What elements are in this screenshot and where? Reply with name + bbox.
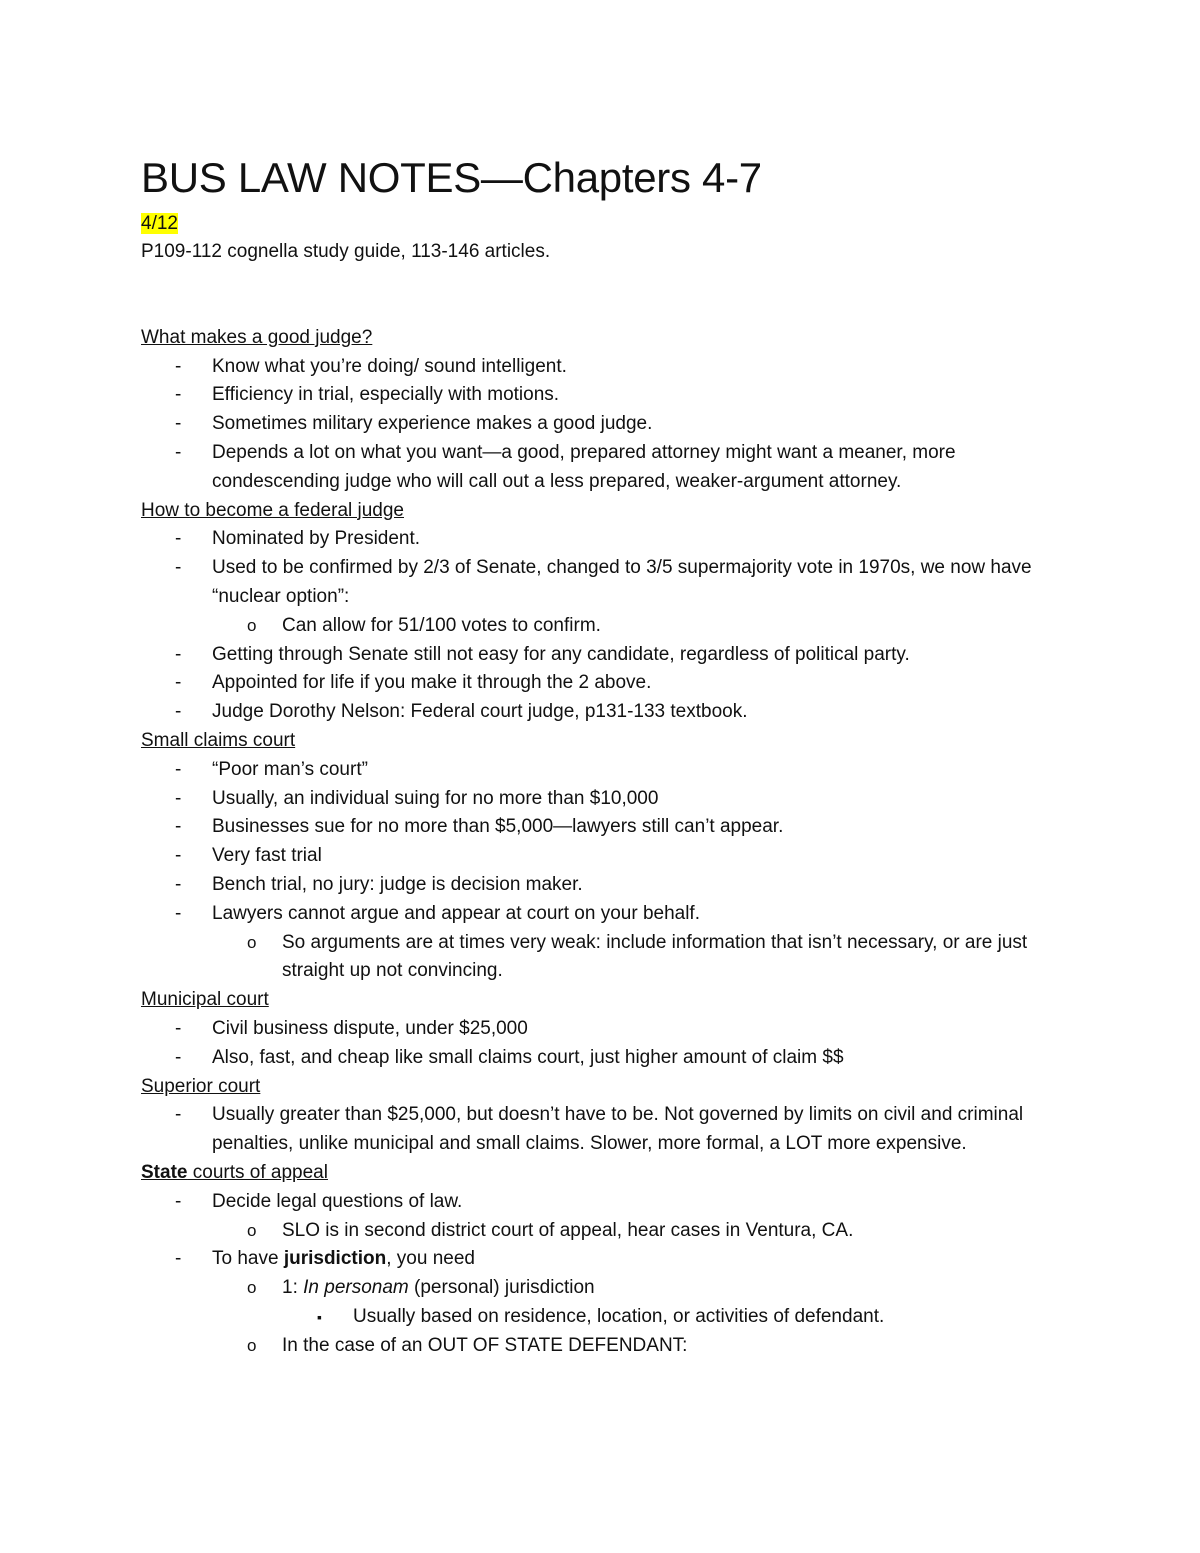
date-label	[141, 210, 1071, 238]
italic-term: In personam	[303, 1277, 409, 1299]
sub-sub-list-item: ▪ Usually based on residence, location, or activities of defendant.	[141, 1303, 1071, 1332]
dash-bullet: -	[175, 758, 182, 780]
list-item: - Know what you’re doing/ sound intelligent.	[141, 353, 1071, 382]
list-item: - Judge Dorothy Nelson: Federal court judge, p131-133 textbook.	[141, 698, 1071, 727]
section-heading-superior: Superior court	[141, 1075, 261, 1097]
circle-bullet: o	[247, 1278, 257, 1298]
dash-bullet: -	[175, 441, 182, 463]
dash-bullet: -	[175, 1104, 182, 1126]
reading-assignment: P109-112 cognella study guide, 113-146 articles.	[141, 241, 551, 262]
dash-bullet: -	[175, 384, 182, 406]
dash-bullet: -	[175, 1046, 182, 1068]
circle-bullet: o	[247, 615, 257, 635]
dash-bullet: -	[175, 643, 182, 665]
spacer	[141, 267, 1071, 324]
list-item: - To have jurisdiction, you need	[141, 1245, 1071, 1274]
list-item: - Usually greater than $25,000, but doesn’t have to be. Not governed by limits on civil and criminal penalties, unlike municipal and small claims. Slower, more formal, a LOT more expensive.	[141, 1101, 1071, 1159]
circle-bullet: o	[247, 932, 257, 952]
list-item: - Lawyers cannot argue and appear at court on your behalf.	[141, 900, 1071, 929]
square-bullet: ▪	[317, 1308, 322, 1325]
list-item: - Usually, an individual suing for no more than $10,000	[141, 785, 1071, 814]
page-title: BUS LAW NOTES—Chapters 4-7	[141, 154, 762, 201]
sub-list-item: o SLO is in second district court of appeal, hear cases in Ventura, CA.	[141, 1217, 1071, 1246]
sub-list-item: o 1: In personam (personal) jurisdiction	[141, 1274, 1071, 1303]
dash-bullet: -	[175, 902, 182, 924]
bold-term: jurisdiction	[283, 1248, 387, 1270]
list-item: - Used to be confirmed by 2/3 of Senate, changed to 3/5 supermajority vote in 1970s, we now have “nuclear option”:	[141, 554, 1071, 612]
heading-rest: courts of appeal	[187, 1161, 328, 1183]
list-item: - Also, fast, and cheap like small claims court, just higher amount of claim $$	[141, 1044, 1071, 1073]
section-heading-municipal: Municipal court	[141, 989, 269, 1011]
dash-bullet: -	[175, 557, 182, 579]
sub-list-item: o Can allow for 51/100 votes to confirm.	[141, 612, 1071, 641]
list-item: - Civil business dispute, under $25,000	[141, 1015, 1071, 1044]
list-item: - Appointed for life if you make it through the 2 above.	[141, 669, 1071, 698]
heading-bold-part: State	[141, 1161, 188, 1183]
list-item: - “Poor man’s court”	[141, 756, 1071, 785]
list-item: - Depends a lot on what you want—a good, prepared attorney might want a meaner, more condescending judge who will call out a less prepared, weaker-argument attorney.	[141, 439, 1071, 497]
section-heading-appeal	[141, 1159, 1071, 1188]
list-item: - Getting through Senate still not easy for any candidate, regardless of political party.	[141, 641, 1071, 670]
sub-list-item: o In the case of an OUT OF STATE DEFENDANT:	[141, 1332, 1071, 1361]
section-heading-good-judge: What makes a good judge?	[141, 326, 373, 348]
list-item: - Businesses sue for no more than $5,000—lawyers still can’t appear.	[141, 813, 1071, 842]
highlighted-date: 4/12	[141, 213, 178, 234]
dash-bullet: -	[175, 816, 182, 838]
dash-bullet: -	[175, 1190, 182, 1212]
document-content	[141, 150, 1071, 1360]
dash-bullet: -	[175, 701, 182, 723]
section-heading-small-claims: Small claims court	[141, 729, 296, 751]
list-item: - Nominated by President.	[141, 525, 1071, 554]
section-heading-federal-judge: How to become a federal judge	[141, 499, 404, 521]
dash-bullet: -	[175, 873, 182, 895]
dash-bullet: -	[175, 1248, 182, 1270]
list-item: - Very fast trial	[141, 842, 1071, 871]
sub-list-item: o So arguments are at times very weak: include information that isn’t necessary, or are just straight up not convincing.	[141, 929, 1071, 987]
circle-bullet: o	[247, 1335, 257, 1355]
list-item: - Sometimes military experience makes a good judge.	[141, 410, 1071, 439]
dash-bullet: -	[175, 845, 182, 867]
list-item: - Decide legal questions of law.	[141, 1188, 1071, 1217]
dash-bullet: -	[175, 413, 182, 435]
dash-bullet: -	[175, 355, 182, 377]
list-item: - Efficiency in trial, especially with motions.	[141, 381, 1071, 410]
circle-bullet: o	[247, 1220, 257, 1240]
dash-bullet: -	[175, 787, 182, 809]
dash-bullet: -	[175, 672, 182, 694]
list-item: - Bench trial, no jury: judge is decision maker.	[141, 871, 1071, 900]
dash-bullet: -	[175, 1017, 182, 1039]
dash-bullet: -	[175, 528, 182, 550]
